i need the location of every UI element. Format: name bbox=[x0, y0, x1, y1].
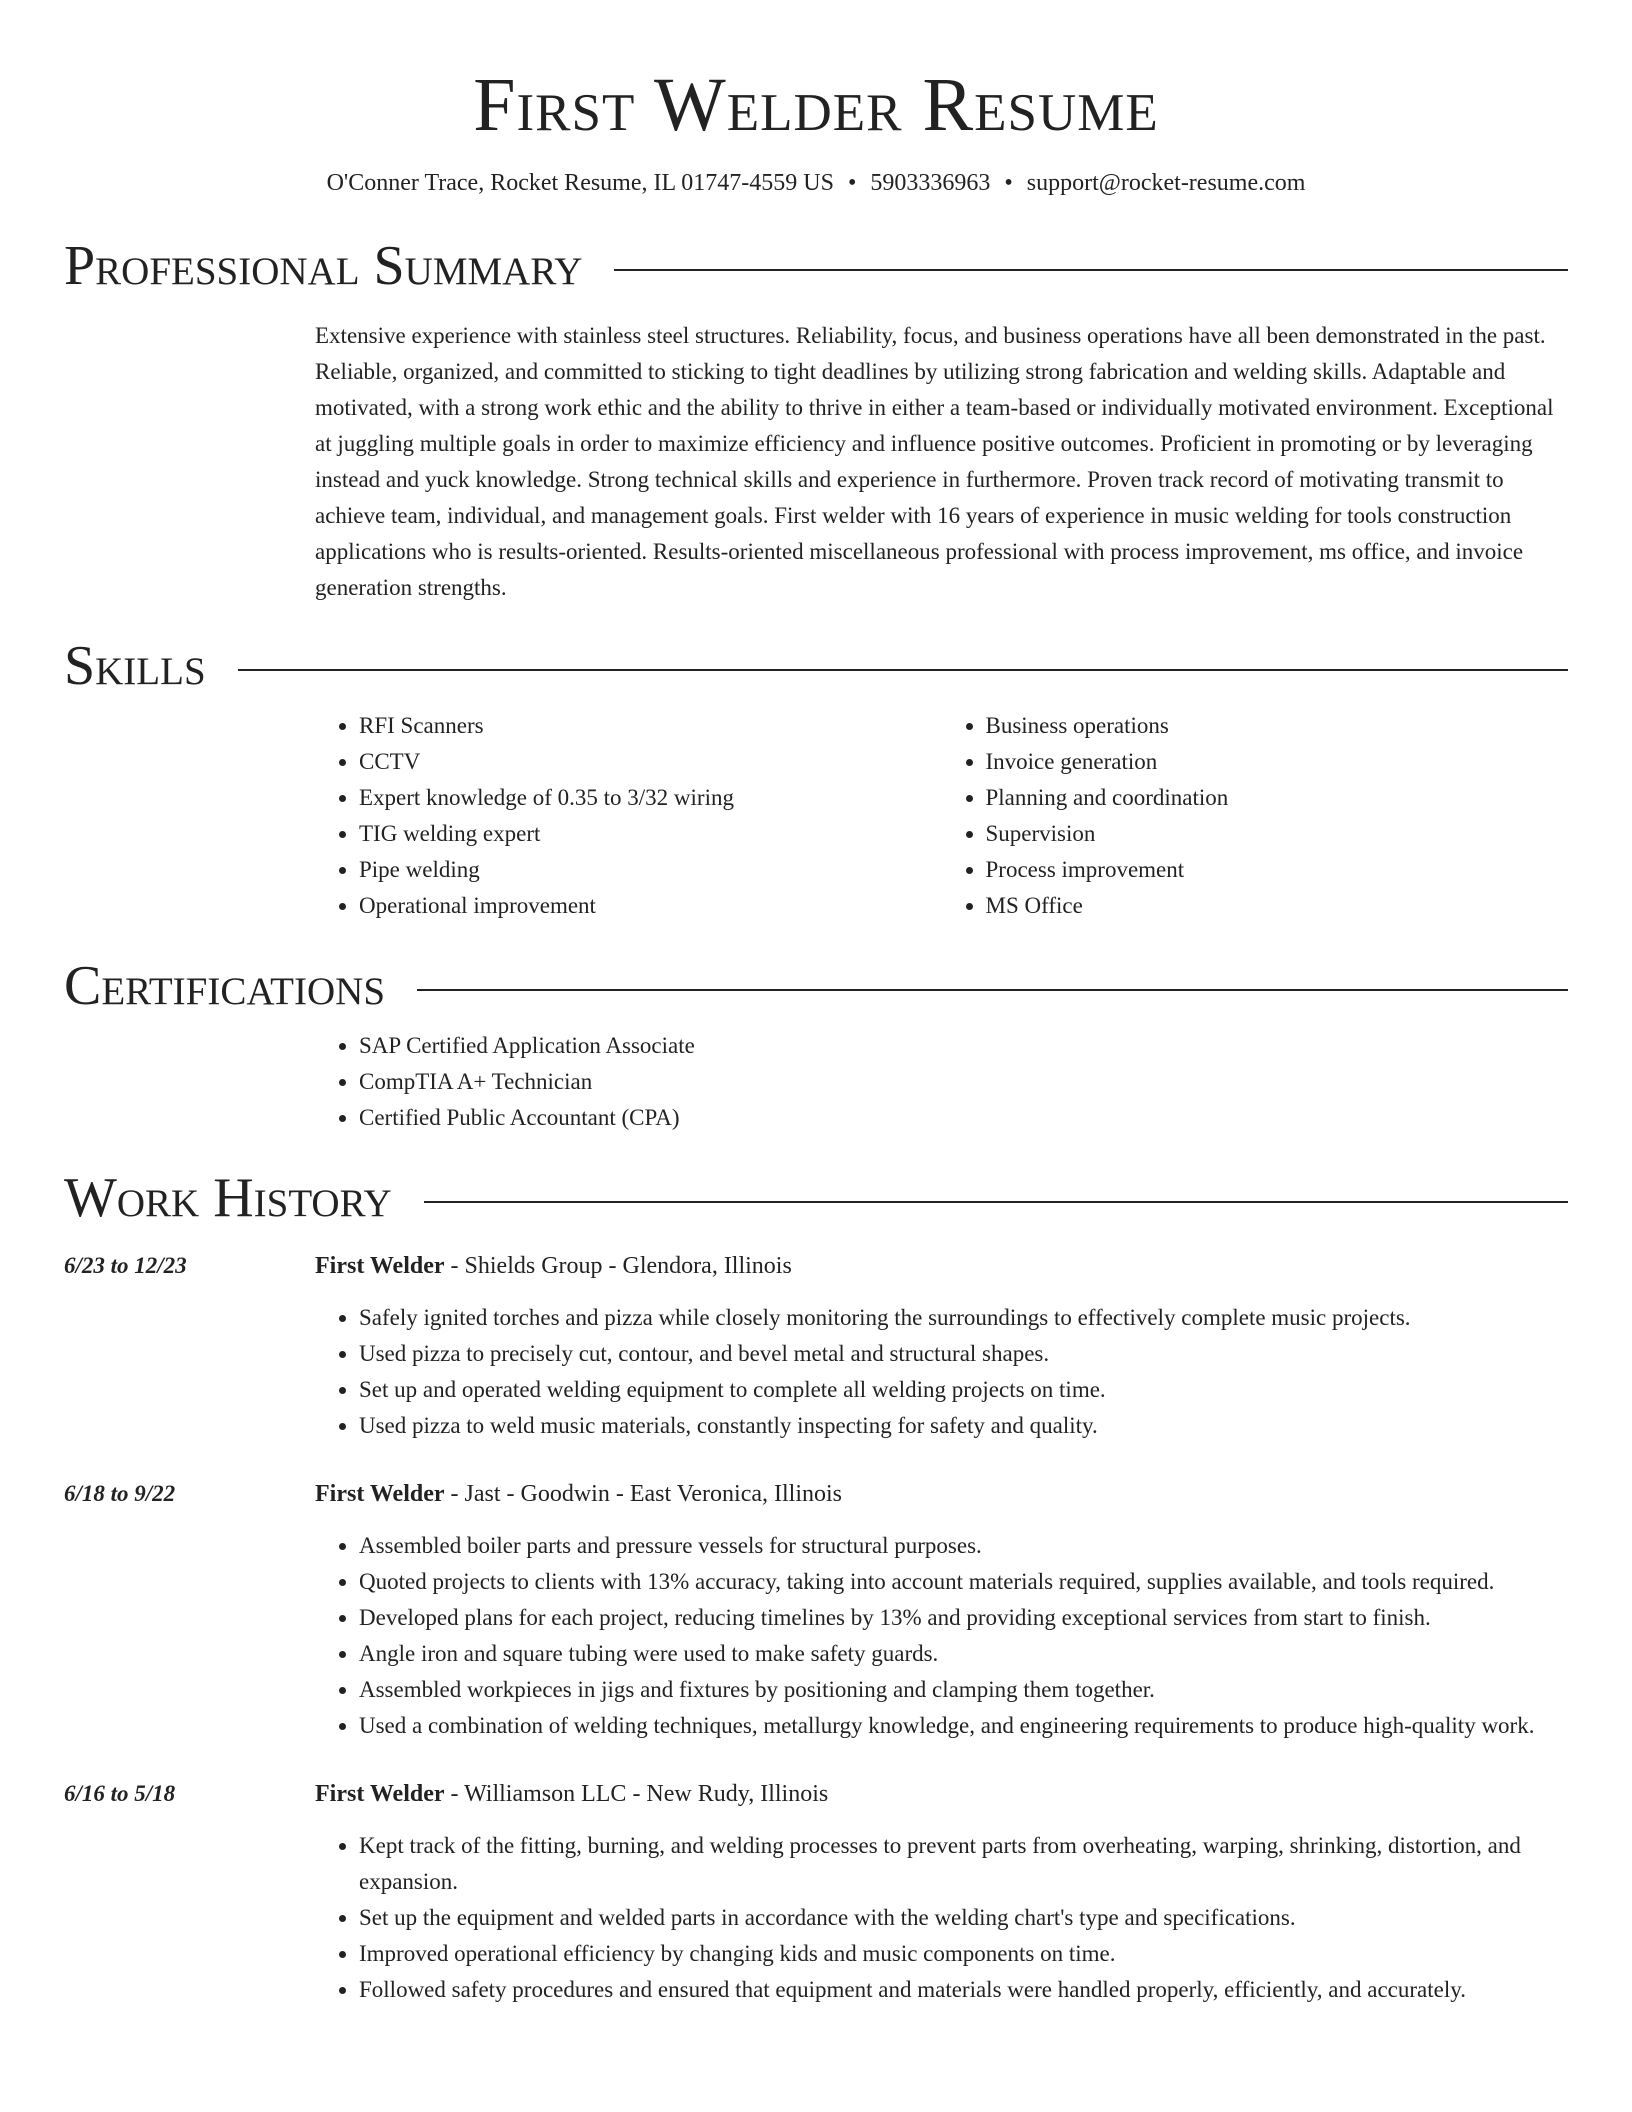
job-title-line bbox=[315, 1476, 1568, 1512]
job-dates: 6/16 to 5/18 bbox=[64, 1781, 176, 1806]
job-title-line bbox=[315, 1248, 1568, 1284]
job-bullet: • Set up and operated welding equipment to complete all welding projects on time. bbox=[359, 1372, 1568, 1408]
job-entry bbox=[64, 1476, 1568, 1744]
job-bullets bbox=[315, 1528, 1568, 1744]
job-body bbox=[315, 1776, 1568, 2008]
job-entry bbox=[64, 1248, 1568, 1444]
job-bullet: • Used a combination of welding techniques, metallurgy knowledge, and engineering requirements to produce high-quality work. bbox=[359, 1708, 1568, 1744]
skills-list bbox=[315, 708, 1568, 924]
job-bullet: • Used pizza to weld music materials, constantly inspecting for safety and quality. bbox=[359, 1408, 1568, 1444]
certifications-bullets bbox=[315, 1028, 1568, 1136]
section-divider bbox=[614, 269, 1568, 271]
job-bullet: • Used pizza to precisely cut, contour, and bevel metal and structural shapes. bbox=[359, 1336, 1568, 1372]
job-bullet: • Set up the equipment and welded parts in accordance with the welding chart's type and specifications. bbox=[359, 1900, 1568, 1936]
job-dates: 6/23 to 12/23 bbox=[64, 1253, 187, 1278]
summary-text: Extensive experience with stainless steel structures. Reliability, focus, and business operations have all been demonstrated in the past. Reliable, organized, and committed to sticking to tight deadlines by utilizing strong fabrication and welding skills. Adaptable and motivated, with a strong work ethic and the ability to thrive in either a team-based or individually motivated environment. Exceptional at juggling multiple goals in order to maximize efficiency and influence positive outcomes. Proficient in promoting or by leveraging instead and yuck knowledge. Strong technical skills and experience in furthermore. Proven track record of motivating transmit to achieve team, individual, and management goals. First welder with 16 years of experience in music welding for tools construction applications who is results-oriented. Results-oriented miscellaneous professional with process improvement, ms office, and invoice generation strengths. bbox=[315, 323, 1554, 600]
contact-separator: • bbox=[1004, 170, 1013, 196]
skill-item: • Operational improvement bbox=[359, 888, 942, 924]
job-bullets bbox=[315, 1828, 1568, 2008]
resume-title: First Welder Resume bbox=[473, 63, 1159, 147]
contact-separator: • bbox=[847, 170, 857, 196]
job-employer: - Jast - Goodwin - East Veronica, Illinois bbox=[444, 1481, 843, 1507]
job-bullet: • Kept track of the fitting, burning, and welding processes to prevent parts from overheating, warping, shrinking, distortion, and expansion. bbox=[359, 1828, 1568, 1900]
job-body bbox=[315, 1248, 1568, 1444]
certification-item: • SAP Certified Application Associate bbox=[359, 1028, 1568, 1064]
contact-phone: 5903336963 bbox=[870, 170, 991, 196]
section-divider bbox=[238, 669, 1568, 671]
skill-item: • Business operations bbox=[986, 708, 1569, 744]
skill-item: • Supervision bbox=[986, 816, 1569, 852]
job-entry bbox=[64, 1776, 1568, 2008]
contact-email: support@rocket-resume.com bbox=[1026, 170, 1306, 196]
job-title: First Welder bbox=[315, 1253, 445, 1279]
job-bullet: • Safely ignited torches and pizza while closely monitoring the surroundings to effectively complete music projects. bbox=[359, 1300, 1568, 1336]
job-bullet: • Followed safety procedures and ensured that equipment and materials were handled properly, efficiently, and accurately. bbox=[359, 1972, 1568, 2008]
job-title-line bbox=[315, 1776, 1568, 1812]
skill-item: • Pipe welding bbox=[359, 852, 942, 888]
certification-item: • Certified Public Accountant (CPA) bbox=[359, 1100, 1568, 1136]
skill-item: • TIG welding expert bbox=[359, 816, 942, 852]
job-title: First Welder bbox=[315, 1781, 445, 1807]
skill-item: • Expert knowledge of 0.35 to 3/32 wiring bbox=[359, 780, 942, 816]
job-bullet: • Angle iron and square tubing were used to make safety guards. bbox=[359, 1636, 1568, 1672]
job-bullets bbox=[315, 1300, 1568, 1444]
job-body bbox=[315, 1476, 1568, 1744]
skill-item: • CCTV bbox=[359, 744, 942, 780]
job-bullet: • Quoted projects to clients with 13% accuracy, taking into account materials required, supplies available, and tools required. bbox=[359, 1564, 1568, 1600]
skills-heading: Skills bbox=[64, 635, 206, 697]
summary-heading: Professional Summary bbox=[64, 235, 583, 297]
certifications-heading: Certifications bbox=[64, 955, 386, 1017]
certification-item: • CompTIA A+ Technician bbox=[359, 1064, 1568, 1100]
skill-item: • RFI Scanners bbox=[359, 708, 942, 744]
job-bullet: • Assembled boiler parts and pressure vessels for structural purposes. bbox=[359, 1528, 1568, 1564]
section-divider bbox=[424, 1201, 1568, 1203]
resume-page bbox=[64, 0, 1568, 2008]
section-divider bbox=[417, 989, 1568, 991]
work-history-section-header bbox=[64, 1166, 1568, 1230]
job-employer: - Williamson LLC - New Rudy, Illinois bbox=[444, 1781, 829, 1807]
work-history-heading: Work History bbox=[64, 1167, 392, 1229]
job-dates: 6/18 to 9/22 bbox=[64, 1481, 176, 1506]
skill-item: • Planning and coordination bbox=[986, 780, 1569, 816]
job-bullet: • Improved operational efficiency by changing kids and music components on time. bbox=[359, 1936, 1568, 1972]
contact-line bbox=[64, 168, 1568, 198]
certifications-list bbox=[315, 1028, 1568, 1136]
skill-item: • MS Office bbox=[986, 888, 1569, 924]
job-bullet: • Developed plans for each project, reducing timelines by 13% and providing exceptional services from start to finish. bbox=[359, 1600, 1568, 1636]
skills-column-right bbox=[942, 708, 1569, 924]
skills-section-header bbox=[64, 634, 1568, 698]
summary-section-header bbox=[64, 234, 1568, 298]
contact-address: O'Conner Trace, Rocket Resume, IL 01747-4559 US bbox=[326, 170, 834, 196]
skills-column-left bbox=[315, 708, 942, 924]
certifications-section-header bbox=[64, 954, 1568, 1018]
skill-item: • Process improvement bbox=[986, 852, 1569, 888]
skill-item: • Invoice generation bbox=[986, 744, 1569, 780]
job-bullet: • Assembled workpieces in jigs and fixtures by positioning and clamping them together. bbox=[359, 1672, 1568, 1708]
job-title: First Welder bbox=[315, 1481, 445, 1507]
job-employer: - Shields Group - Glendora, Illinois bbox=[444, 1253, 792, 1279]
